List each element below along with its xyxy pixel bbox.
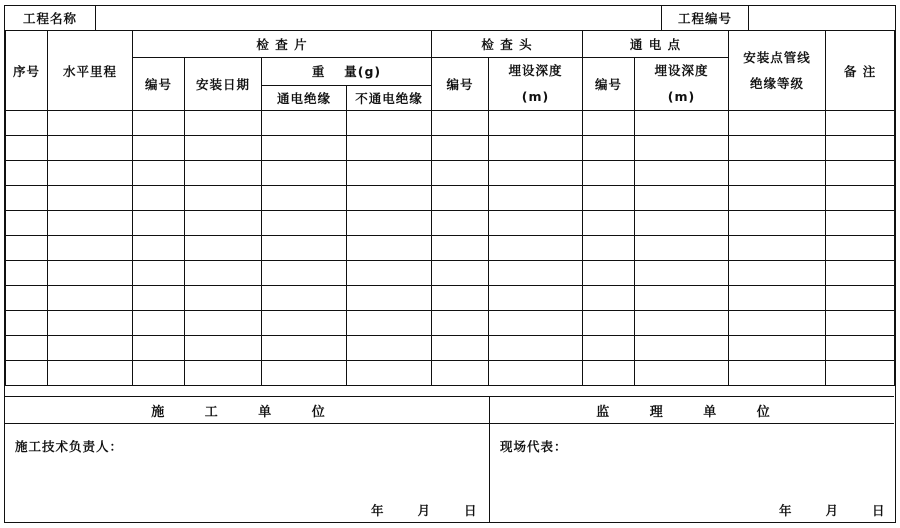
- table-cell[interactable]: [262, 236, 347, 261]
- table-cell[interactable]: [133, 186, 185, 211]
- table-row: [6, 111, 895, 136]
- table-cell[interactable]: [729, 286, 826, 311]
- table-cell[interactable]: [826, 361, 895, 386]
- table-cell[interactable]: [185, 361, 262, 386]
- table-cell[interactable]: [583, 161, 635, 186]
- table-cell[interactable]: [729, 361, 826, 386]
- table-cell[interactable]: [48, 211, 133, 236]
- table-cell[interactable]: [489, 336, 583, 361]
- table-cell[interactable]: [583, 111, 635, 136]
- table-cell[interactable]: [262, 261, 347, 286]
- table-cell[interactable]: [48, 236, 133, 261]
- table-cell[interactable]: [583, 211, 635, 236]
- col-point-depth-line2: (m): [667, 89, 696, 104]
- col-insulation-line2: 绝缘等级: [750, 75, 805, 91]
- col-weight-energized: 通电绝缘: [262, 85, 347, 110]
- table-row: [6, 211, 895, 236]
- col-group-coupon: 检 查 片: [133, 31, 432, 58]
- table-cell[interactable]: [635, 136, 729, 161]
- col-coupon-no: 编号: [133, 58, 185, 111]
- table-cell[interactable]: [635, 286, 729, 311]
- table-cell[interactable]: [635, 361, 729, 386]
- table-cell[interactable]: [583, 186, 635, 211]
- table-cell[interactable]: [826, 261, 895, 286]
- table-cell[interactable]: [185, 336, 262, 361]
- table-cell[interactable]: [432, 336, 489, 361]
- supervision-unit-title: 监 理 单 位: [490, 397, 894, 424]
- table-cell[interactable]: [185, 311, 262, 336]
- table-cell[interactable]: [489, 211, 583, 236]
- table-cell[interactable]: [262, 161, 347, 186]
- table-cell[interactable]: [432, 311, 489, 336]
- table-cell[interactable]: [583, 361, 635, 386]
- supervision-date-day: 日: [872, 503, 885, 518]
- table-cell[interactable]: [583, 136, 635, 161]
- col-group-probe: 检 查 头: [432, 31, 583, 58]
- table-cell[interactable]: [583, 336, 635, 361]
- table-cell[interactable]: [489, 111, 583, 136]
- table-cell[interactable]: [6, 361, 48, 386]
- table-cell[interactable]: [635, 311, 729, 336]
- table-cell[interactable]: [48, 136, 133, 161]
- table-cell[interactable]: [347, 261, 432, 286]
- table-cell[interactable]: [729, 336, 826, 361]
- table-row: [6, 311, 895, 336]
- header-row-1: [6, 31, 895, 58]
- table-cell[interactable]: [489, 136, 583, 161]
- table-cell[interactable]: [185, 211, 262, 236]
- construction-date-year: 年: [371, 503, 384, 518]
- table-cell[interactable]: [262, 186, 347, 211]
- table-cell[interactable]: [635, 336, 729, 361]
- table-cell[interactable]: [826, 136, 895, 161]
- supervision-date: [779, 501, 885, 519]
- table-cell[interactable]: [432, 136, 489, 161]
- table-cell[interactable]: [826, 286, 895, 311]
- construction-unit-title: 施 工 单 位: [5, 397, 489, 424]
- table-cell[interactable]: [262, 286, 347, 311]
- construction-lead-label: 施工技术负责人：: [15, 439, 124, 454]
- table-cell[interactable]: [48, 336, 133, 361]
- table-cell[interactable]: [262, 136, 347, 161]
- col-point-depth-line1: 埋设深度: [654, 63, 709, 78]
- table-cell[interactable]: [635, 236, 729, 261]
- table-cell[interactable]: [826, 336, 895, 361]
- table-cell[interactable]: [185, 236, 262, 261]
- table-row: [6, 336, 895, 361]
- inspection-record-form: [4, 5, 896, 523]
- table-cell[interactable]: [489, 236, 583, 261]
- supervision-date-year: 年: [779, 503, 792, 518]
- table-cell[interactable]: [48, 286, 133, 311]
- table-cell[interactable]: [489, 261, 583, 286]
- table-cell[interactable]: [48, 186, 133, 211]
- table-cell[interactable]: [432, 211, 489, 236]
- table-cell[interactable]: [6, 136, 48, 161]
- table-cell[interactable]: [6, 261, 48, 286]
- table-cell[interactable]: [133, 361, 185, 386]
- table-cell[interactable]: [185, 136, 262, 161]
- project-number-label: 工程编号: [677, 11, 732, 26]
- table-cell[interactable]: [262, 311, 347, 336]
- table-cell[interactable]: [826, 311, 895, 336]
- table-cell[interactable]: [6, 111, 48, 136]
- table-cell[interactable]: [489, 186, 583, 211]
- table-cell[interactable]: [6, 211, 48, 236]
- table-cell[interactable]: [185, 161, 262, 186]
- table-cell[interactable]: [729, 211, 826, 236]
- col-insulation-line1: 安装点管线: [743, 49, 811, 65]
- construction-date-month: 月: [417, 503, 431, 518]
- table-cell[interactable]: [48, 161, 133, 186]
- table-cell[interactable]: [635, 111, 729, 136]
- table-cell[interactable]: [133, 211, 185, 236]
- table-cell[interactable]: [133, 236, 185, 261]
- table-cell[interactable]: [729, 136, 826, 161]
- site-rep-label: 现场代表：: [500, 439, 568, 454]
- table-row: [6, 361, 895, 386]
- table-cell[interactable]: [347, 111, 432, 136]
- table-cell[interactable]: [347, 136, 432, 161]
- project-header-bar: [5, 6, 894, 31]
- col-point-depth: [635, 58, 729, 111]
- table-cell[interactable]: [48, 261, 133, 286]
- table-cell[interactable]: [432, 111, 489, 136]
- table-cell[interactable]: [635, 161, 729, 186]
- table-cell[interactable]: [347, 286, 432, 311]
- table-cell[interactable]: [133, 136, 185, 161]
- table-cell[interactable]: [133, 311, 185, 336]
- table-cell[interactable]: [347, 336, 432, 361]
- table-cell[interactable]: [729, 111, 826, 136]
- table-cell[interactable]: [6, 286, 48, 311]
- project-name-field[interactable]: [96, 6, 661, 30]
- table-cell[interactable]: [262, 211, 347, 236]
- table-cell[interactable]: [133, 111, 185, 136]
- col-group-point: 通 电 点: [583, 31, 729, 58]
- table-cell[interactable]: [347, 211, 432, 236]
- inspection-table: [5, 30, 895, 386]
- table-cell[interactable]: [262, 336, 347, 361]
- table-cell[interactable]: [185, 186, 262, 211]
- table-cell[interactable]: [6, 336, 48, 361]
- table-cell[interactable]: [432, 186, 489, 211]
- table-row: [6, 186, 895, 211]
- table-row: [6, 136, 895, 161]
- table-body: [6, 111, 895, 386]
- table-cell[interactable]: [6, 236, 48, 261]
- table-cell[interactable]: [133, 161, 185, 186]
- table-row: [6, 286, 895, 311]
- table-row: [6, 236, 895, 261]
- table-cell[interactable]: [347, 236, 432, 261]
- table-cell[interactable]: [635, 261, 729, 286]
- table-cell[interactable]: [432, 236, 489, 261]
- table-cell[interactable]: [262, 361, 347, 386]
- col-remarks: 备 注: [826, 31, 895, 111]
- table-cell[interactable]: [6, 186, 48, 211]
- table-cell[interactable]: [347, 361, 432, 386]
- table-cell[interactable]: [432, 286, 489, 311]
- table-cell[interactable]: [133, 286, 185, 311]
- table-cell[interactable]: [432, 161, 489, 186]
- table-cell[interactable]: [133, 336, 185, 361]
- col-probe-no: 编号: [432, 58, 489, 111]
- table-cell[interactable]: [347, 186, 432, 211]
- project-name-label: 工程名称: [22, 11, 77, 26]
- table-cell[interactable]: [48, 361, 133, 386]
- col-seq: 序号: [6, 31, 48, 111]
- col-weight: 重 量(g): [262, 58, 432, 86]
- construction-date-day: 日: [464, 503, 477, 518]
- table-cell[interactable]: [583, 311, 635, 336]
- table-cell[interactable]: [729, 186, 826, 211]
- col-install-date: 安装日期: [185, 58, 262, 111]
- table-cell[interactable]: [826, 161, 895, 186]
- table-cell[interactable]: [48, 311, 133, 336]
- col-probe-depth: [489, 58, 583, 111]
- table-cell[interactable]: [826, 111, 895, 136]
- table-cell[interactable]: [729, 311, 826, 336]
- table-cell[interactable]: [826, 211, 895, 236]
- table-row: [6, 261, 895, 286]
- col-mileage: 水平里程: [48, 31, 133, 111]
- footer-divider: [489, 397, 490, 522]
- table-cell[interactable]: [583, 236, 635, 261]
- table-cell[interactable]: [583, 261, 635, 286]
- table-cell[interactable]: [635, 211, 729, 236]
- table-cell[interactable]: [729, 161, 826, 186]
- construction-date: [371, 501, 477, 519]
- table-cell[interactable]: [6, 311, 48, 336]
- table-cell[interactable]: [185, 261, 262, 286]
- table-row: [6, 161, 895, 186]
- table-cell[interactable]: [347, 161, 432, 186]
- table-cell[interactable]: [729, 261, 826, 286]
- table-cell[interactable]: [262, 111, 347, 136]
- col-point-no: 编号: [583, 58, 635, 111]
- table-cell[interactable]: [826, 236, 895, 261]
- table-cell[interactable]: [489, 311, 583, 336]
- col-probe-depth-line1: 埋设深度: [508, 63, 563, 78]
- table-cell[interactable]: [489, 286, 583, 311]
- table-cell[interactable]: [635, 186, 729, 211]
- table-cell[interactable]: [6, 161, 48, 186]
- table-cell[interactable]: [133, 261, 185, 286]
- col-weight-non-energized: 不通电绝缘: [347, 85, 432, 110]
- table-cell[interactable]: [185, 286, 262, 311]
- signature-footer: [5, 396, 894, 522]
- table-cell[interactable]: [185, 111, 262, 136]
- table-cell[interactable]: [826, 186, 895, 211]
- table-cell[interactable]: [489, 161, 583, 186]
- col-insulation-grade: [729, 31, 826, 111]
- table-cell[interactable]: [347, 311, 432, 336]
- col-probe-depth-line2: (m): [521, 89, 550, 104]
- project-number-field[interactable]: [749, 6, 894, 30]
- supervision-date-month: 月: [825, 503, 839, 518]
- table-cell[interactable]: [432, 361, 489, 386]
- table-cell[interactable]: [489, 361, 583, 386]
- table-cell[interactable]: [432, 261, 489, 286]
- table-cell[interactable]: [729, 236, 826, 261]
- table-cell[interactable]: [48, 111, 133, 136]
- table-cell[interactable]: [583, 286, 635, 311]
